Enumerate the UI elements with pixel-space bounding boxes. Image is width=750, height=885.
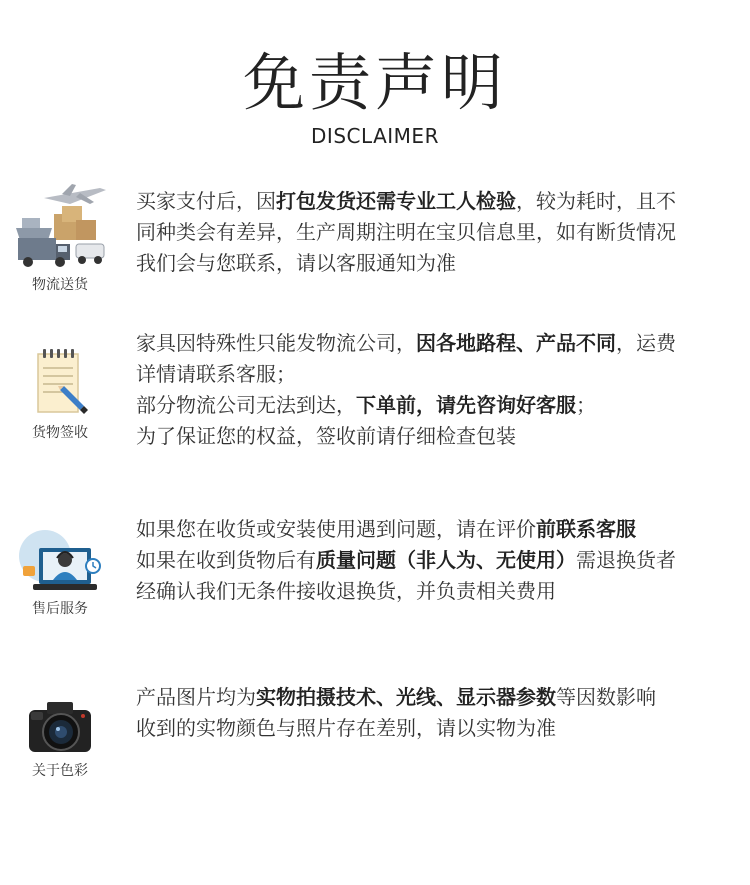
camera-icon — [25, 696, 95, 756]
text-run: 我们会与您联系，请以客服通知为准 — [136, 251, 456, 275]
section-text — [136, 514, 742, 607]
section-text — [136, 186, 742, 279]
text-run: 详情请联系客服； — [136, 362, 296, 386]
page-title: 免责声明 — [242, 46, 507, 119]
page-subtitle: DISCLAIMER — [311, 124, 439, 148]
text-run: 收到的实物颜色与照片存在差别，请以实物为准 — [136, 716, 556, 740]
text-run-bold: 打包发货还需专业工人检验 — [276, 189, 516, 213]
text-run: 等因数影响 — [556, 685, 656, 709]
section-label: 货物签收 — [32, 425, 88, 441]
customer-service-icon — [15, 526, 105, 594]
text-run: ，较为耗时，且不 — [516, 189, 676, 213]
text-run-bold: 实物拍摄技术、光线、显示器参数 — [256, 685, 556, 709]
text-run: 家具因特殊性只能发物流公司， — [136, 331, 416, 355]
section-label: 售后服务 — [32, 601, 88, 617]
text-run-bold: 下单前，请先咨询好客服 — [356, 393, 576, 417]
text-line — [136, 545, 742, 576]
text-run: 经确认我们无条件接收退换货，并负责相关费用 — [136, 579, 556, 603]
text-line — [136, 390, 742, 421]
text-run-bold: 质量问题（非人为、无使用） — [316, 548, 576, 572]
text-run: 买家支付后，因 — [136, 189, 276, 213]
text-line — [136, 248, 742, 279]
text-run-bold: 前联系客服 — [536, 517, 636, 541]
text-run: 如果在收到货物后有 — [136, 548, 316, 572]
text-run: 需退换货者 — [576, 548, 676, 572]
text-line — [136, 328, 742, 359]
text-line — [136, 217, 742, 248]
text-run: 部分物流公司无法到达， — [136, 393, 356, 417]
text-line — [136, 713, 742, 744]
text-run-bold: 因各地路程、产品不同 — [416, 331, 616, 355]
text-line — [136, 186, 742, 217]
text-line — [136, 576, 742, 607]
text-line — [136, 421, 742, 452]
section-label: 关于色彩 — [32, 763, 88, 779]
text-line — [136, 682, 742, 713]
logistics-icon — [10, 182, 110, 270]
section-text — [136, 682, 742, 744]
text-line — [136, 359, 742, 390]
section-text — [136, 328, 742, 452]
text-run: 如果您在收货或安装使用遇到问题，请在评价 — [136, 517, 536, 541]
text-run: ，运费 — [616, 331, 676, 355]
notepad-icon — [30, 346, 90, 418]
text-run: 产品图片均为 — [136, 685, 256, 709]
text-line — [136, 514, 742, 545]
text-run: 为了保证您的权益，签收前请仔细检查包装 — [136, 424, 516, 448]
text-run: ； — [576, 393, 596, 417]
text-run: 同种类会有差异，生产周期注明在宝贝信息里，如有断货情况 — [136, 220, 676, 244]
section-label: 物流送货 — [32, 277, 88, 293]
